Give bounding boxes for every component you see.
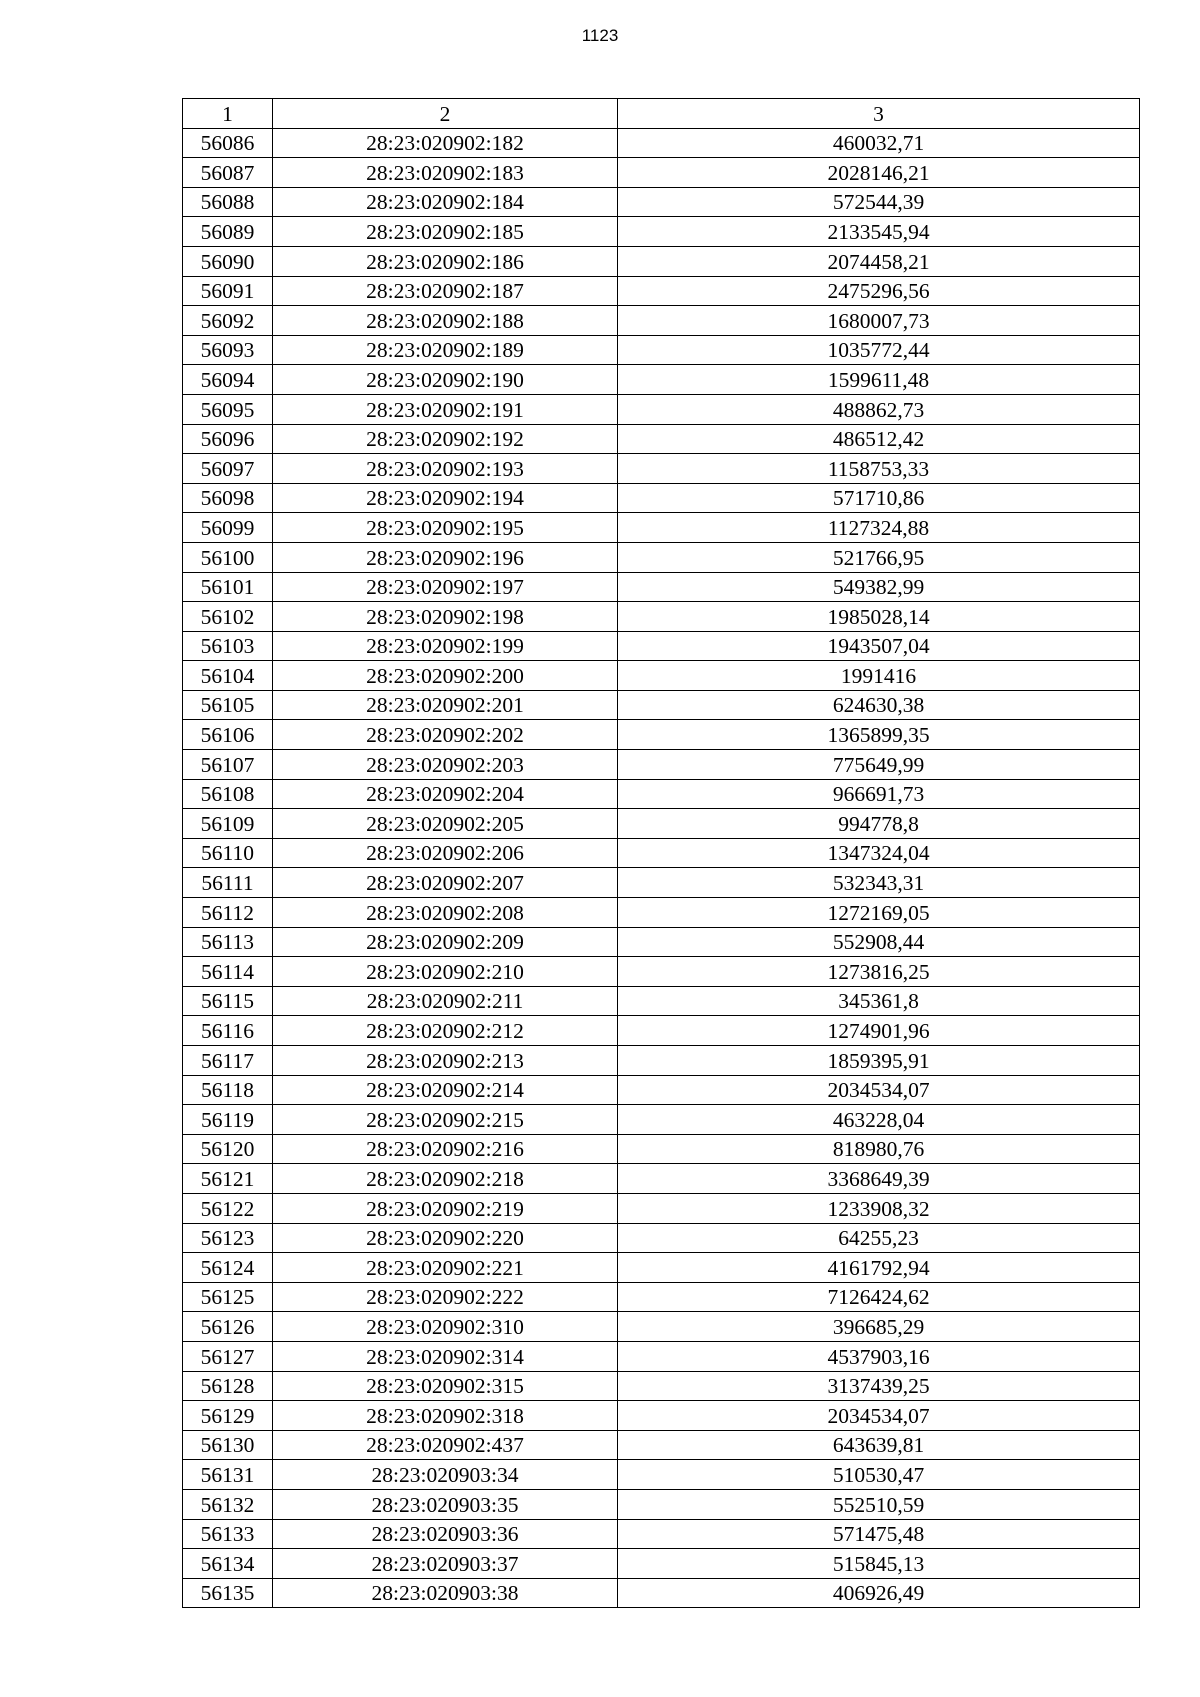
value-cell: 1273816,25 <box>618 957 1140 987</box>
row-number-cell: 56098 <box>183 483 273 513</box>
cadastral-number-cell: 28:23:020902:206 <box>273 838 618 868</box>
value-cell: 1127324,88 <box>618 513 1140 543</box>
cadastral-number-cell: 28:23:020902:318 <box>273 1401 618 1431</box>
table-row <box>183 1430 1140 1460</box>
table-row <box>183 1549 1140 1579</box>
value-cell: 396685,29 <box>618 1312 1140 1342</box>
cadastral-number-cell: 28:23:020902:214 <box>273 1075 618 1105</box>
table-row <box>183 276 1140 306</box>
value-cell: 2034534,07 <box>618 1401 1140 1431</box>
table-row <box>183 838 1140 868</box>
cadastral-number-cell: 28:23:020902:190 <box>273 365 618 395</box>
row-number-cell: 56096 <box>183 424 273 454</box>
table-row <box>183 306 1140 336</box>
row-number-cell: 56126 <box>183 1312 273 1342</box>
value-cell: 521766,95 <box>618 542 1140 572</box>
value-cell: 571710,86 <box>618 483 1140 513</box>
table-row <box>183 1164 1140 1194</box>
cadastral-number-cell: 28:23:020902:188 <box>273 306 618 336</box>
value-cell: 1365899,35 <box>618 720 1140 750</box>
value-cell: 572544,39 <box>618 187 1140 217</box>
row-number-cell: 56100 <box>183 542 273 572</box>
row-number-cell: 56120 <box>183 1134 273 1164</box>
value-cell: 406926,49 <box>618 1578 1140 1608</box>
cadastral-number-cell: 28:23:020902:183 <box>273 158 618 188</box>
value-cell: 994778,8 <box>618 809 1140 839</box>
value-cell: 460032,71 <box>618 128 1140 158</box>
row-number-cell: 56119 <box>183 1105 273 1135</box>
value-cell: 1991416 <box>618 661 1140 691</box>
column-header-3: 3 <box>618 99 1140 129</box>
row-number-cell: 56135 <box>183 1578 273 1608</box>
table-row <box>183 1016 1140 1046</box>
table-row <box>183 572 1140 602</box>
value-cell: 1859395,91 <box>618 1046 1140 1076</box>
table-row <box>183 868 1140 898</box>
cadastral-number-cell: 28:23:020902:197 <box>273 572 618 602</box>
table-row <box>183 246 1140 276</box>
cadastral-number-cell: 28:23:020902:191 <box>273 394 618 424</box>
value-cell: 818980,76 <box>618 1134 1140 1164</box>
table-row <box>183 187 1140 217</box>
value-cell: 345361,8 <box>618 986 1140 1016</box>
row-number-cell: 56091 <box>183 276 273 306</box>
cadastral-number-cell: 28:23:020902:219 <box>273 1193 618 1223</box>
row-number-cell: 56128 <box>183 1371 273 1401</box>
row-number-cell: 56118 <box>183 1075 273 1105</box>
value-cell: 1347324,04 <box>618 838 1140 868</box>
column-header-1: 1 <box>183 99 273 129</box>
row-number-cell: 56094 <box>183 365 273 395</box>
table-row <box>183 690 1140 720</box>
cadastral-number-cell: 28:23:020902:198 <box>273 602 618 632</box>
value-cell: 2133545,94 <box>618 217 1140 247</box>
table-row <box>183 513 1140 543</box>
cadastral-number-cell: 28:23:020902:202 <box>273 720 618 750</box>
cadastral-number-cell: 28:23:020902:182 <box>273 128 618 158</box>
cadastral-number-cell: 28:23:020903:36 <box>273 1519 618 1549</box>
cadastral-number-cell: 28:23:020902:215 <box>273 1105 618 1135</box>
row-number-cell: 56092 <box>183 306 273 336</box>
row-number-cell: 56107 <box>183 750 273 780</box>
page-number: 1123 <box>581 26 619 45</box>
row-number-cell: 56109 <box>183 809 273 839</box>
cadastral-number-cell: 28:23:020902:212 <box>273 1016 618 1046</box>
value-cell: 549382,99 <box>618 572 1140 602</box>
table-row <box>183 750 1140 780</box>
row-number-cell: 56121 <box>183 1164 273 1194</box>
table-row <box>183 1075 1140 1105</box>
table-row <box>183 602 1140 632</box>
table-row <box>183 1371 1140 1401</box>
cadastral-number-cell: 28:23:020902:196 <box>273 542 618 572</box>
row-number-cell: 56108 <box>183 779 273 809</box>
cadastral-number-cell: 28:23:020902:221 <box>273 1253 618 1283</box>
cadastral-number-cell: 28:23:020902:207 <box>273 868 618 898</box>
row-number-cell: 56110 <box>183 838 273 868</box>
table-row <box>183 424 1140 454</box>
table-row <box>183 1401 1140 1431</box>
row-number-cell: 56101 <box>183 572 273 602</box>
value-cell: 1680007,73 <box>618 306 1140 336</box>
table-row <box>183 927 1140 957</box>
table-row <box>183 454 1140 484</box>
value-cell: 4537903,16 <box>618 1341 1140 1371</box>
value-cell: 1035772,44 <box>618 335 1140 365</box>
row-number-cell: 56095 <box>183 394 273 424</box>
cadastral-number-cell: 28:23:020902:209 <box>273 927 618 957</box>
table-row <box>183 217 1140 247</box>
cadastral-number-cell: 28:23:020902:216 <box>273 1134 618 1164</box>
cadastral-number-cell: 28:23:020902:222 <box>273 1282 618 1312</box>
row-number-cell: 56130 <box>183 1430 273 1460</box>
value-cell: 966691,73 <box>618 779 1140 809</box>
row-number-cell: 56104 <box>183 661 273 691</box>
table-row <box>183 128 1140 158</box>
value-cell: 552510,59 <box>618 1489 1140 1519</box>
table-row <box>183 542 1140 572</box>
cadastral-number-cell: 28:23:020902:213 <box>273 1046 618 1076</box>
value-cell: 515845,13 <box>618 1549 1140 1579</box>
table-row <box>183 394 1140 424</box>
row-number-cell: 56099 <box>183 513 273 543</box>
cadastral-number-cell: 28:23:020902:205 <box>273 809 618 839</box>
row-number-cell: 56086 <box>183 128 273 158</box>
table-row <box>183 1519 1140 1549</box>
cadastral-number-cell: 28:23:020903:34 <box>273 1460 618 1490</box>
value-cell: 3137439,25 <box>618 1371 1140 1401</box>
cadastral-number-cell: 28:23:020902:314 <box>273 1341 618 1371</box>
table-row <box>183 1282 1140 1312</box>
value-cell: 3368649,39 <box>618 1164 1140 1194</box>
cadastral-number-cell: 28:23:020902:211 <box>273 986 618 1016</box>
row-number-cell: 56115 <box>183 986 273 1016</box>
table-row <box>183 631 1140 661</box>
table-header <box>183 99 1140 129</box>
value-cell: 2034534,07 <box>618 1075 1140 1105</box>
row-number-cell: 56134 <box>183 1549 273 1579</box>
cadastral-number-cell: 28:23:020902:220 <box>273 1223 618 1253</box>
row-number-cell: 56090 <box>183 246 273 276</box>
row-number-cell: 56127 <box>183 1341 273 1371</box>
row-number-cell: 56102 <box>183 602 273 632</box>
cadastral-number-cell: 28:23:020902:203 <box>273 750 618 780</box>
value-cell: 2028146,21 <box>618 158 1140 188</box>
value-cell: 532343,31 <box>618 868 1140 898</box>
cadastral-number-cell: 28:23:020902:189 <box>273 335 618 365</box>
cadastral-number-cell: 28:23:020902:315 <box>273 1371 618 1401</box>
value-cell: 2475296,56 <box>618 276 1140 306</box>
cadastral-number-cell: 28:23:020902:201 <box>273 690 618 720</box>
row-number-cell: 56111 <box>183 868 273 898</box>
cadastral-number-cell: 28:23:020903:35 <box>273 1489 618 1519</box>
row-number-cell: 56123 <box>183 1223 273 1253</box>
row-number-cell: 56113 <box>183 927 273 957</box>
row-number-cell: 56093 <box>183 335 273 365</box>
cadastral-number-cell: 28:23:020902:184 <box>273 187 618 217</box>
table-row <box>183 898 1140 928</box>
table-row <box>183 1341 1140 1371</box>
value-cell: 1943507,04 <box>618 631 1140 661</box>
table-row <box>183 1312 1140 1342</box>
cadastral-number-cell: 28:23:020902:199 <box>273 631 618 661</box>
cadastral-number-cell: 28:23:020902:208 <box>273 898 618 928</box>
table-row <box>183 1489 1140 1519</box>
value-cell: 488862,73 <box>618 394 1140 424</box>
row-number-cell: 56087 <box>183 158 273 188</box>
row-number-cell: 56124 <box>183 1253 273 1283</box>
table-row <box>183 1460 1140 1490</box>
table-body <box>183 128 1140 1608</box>
table-row <box>183 1105 1140 1135</box>
table-row <box>183 661 1140 691</box>
row-number-cell: 56112 <box>183 898 273 928</box>
cadastral-number-cell: 28:23:020902:210 <box>273 957 618 987</box>
cadastral-number-cell: 28:23:020902:218 <box>273 1164 618 1194</box>
cadastral-number-cell: 28:23:020902:310 <box>273 1312 618 1342</box>
cadastral-number-cell: 28:23:020902:187 <box>273 276 618 306</box>
row-number-cell: 56122 <box>183 1193 273 1223</box>
value-cell: 2074458,21 <box>618 246 1140 276</box>
row-number-cell: 56105 <box>183 690 273 720</box>
cadastral-number-cell: 28:23:020903:38 <box>273 1578 618 1608</box>
table-row <box>183 1193 1140 1223</box>
cadastral-number-cell: 28:23:020902:437 <box>273 1430 618 1460</box>
value-cell: 571475,48 <box>618 1519 1140 1549</box>
table-row <box>183 1046 1140 1076</box>
header-row <box>183 99 1140 129</box>
cadastral-number-cell: 28:23:020902:193 <box>273 454 618 484</box>
table-row <box>183 365 1140 395</box>
table-row <box>183 986 1140 1016</box>
table-row <box>183 158 1140 188</box>
cadastral-number-cell: 28:23:020902:192 <box>273 424 618 454</box>
value-cell: 775649,99 <box>618 750 1140 780</box>
value-cell: 624630,38 <box>618 690 1140 720</box>
value-cell: 463228,04 <box>618 1105 1140 1135</box>
row-number-cell: 56132 <box>183 1489 273 1519</box>
row-number-cell: 56117 <box>183 1046 273 1076</box>
value-cell: 486512,42 <box>618 424 1140 454</box>
value-cell: 510530,47 <box>618 1460 1140 1490</box>
row-number-cell: 56097 <box>183 454 273 484</box>
table-row <box>183 809 1140 839</box>
cadastral-number-cell: 28:23:020903:37 <box>273 1549 618 1579</box>
cadastral-number-cell: 28:23:020902:185 <box>273 217 618 247</box>
row-number-cell: 56129 <box>183 1401 273 1431</box>
value-cell: 552908,44 <box>618 927 1140 957</box>
row-number-cell: 56114 <box>183 957 273 987</box>
row-number-cell: 56106 <box>183 720 273 750</box>
value-cell: 643639,81 <box>618 1430 1140 1460</box>
table-row <box>183 1578 1140 1608</box>
table-row <box>183 1223 1140 1253</box>
value-cell: 4161792,94 <box>618 1253 1140 1283</box>
value-cell: 1272169,05 <box>618 898 1140 928</box>
row-number-cell: 56089 <box>183 217 273 247</box>
cadastral-number-cell: 28:23:020902:194 <box>273 483 618 513</box>
value-cell: 1274901,96 <box>618 1016 1140 1046</box>
table-row <box>183 957 1140 987</box>
column-header-2: 2 <box>273 99 618 129</box>
row-number-cell: 56125 <box>183 1282 273 1312</box>
row-number-cell: 56088 <box>183 187 273 217</box>
row-number-cell: 56116 <box>183 1016 273 1046</box>
cadastral-number-cell: 28:23:020902:200 <box>273 661 618 691</box>
value-cell: 1233908,32 <box>618 1193 1140 1223</box>
value-cell: 7126424,62 <box>618 1282 1140 1312</box>
cadastral-number-cell: 28:23:020902:195 <box>273 513 618 543</box>
cadastral-number-cell: 28:23:020902:186 <box>273 246 618 276</box>
row-number-cell: 56103 <box>183 631 273 661</box>
cadastral-number-cell: 28:23:020902:204 <box>273 779 618 809</box>
value-cell: 1158753,33 <box>618 454 1140 484</box>
value-cell: 64255,23 <box>618 1223 1140 1253</box>
value-cell: 1985028,14 <box>618 602 1140 632</box>
registry-table <box>182 98 1140 1608</box>
table-row <box>183 720 1140 750</box>
row-number-cell: 56131 <box>183 1460 273 1490</box>
table-row <box>183 779 1140 809</box>
table-row <box>183 1134 1140 1164</box>
value-cell: 1599611,48 <box>618 365 1140 395</box>
row-number-cell: 56133 <box>183 1519 273 1549</box>
table-row <box>183 1253 1140 1283</box>
table-row <box>183 483 1140 513</box>
table-row <box>183 335 1140 365</box>
